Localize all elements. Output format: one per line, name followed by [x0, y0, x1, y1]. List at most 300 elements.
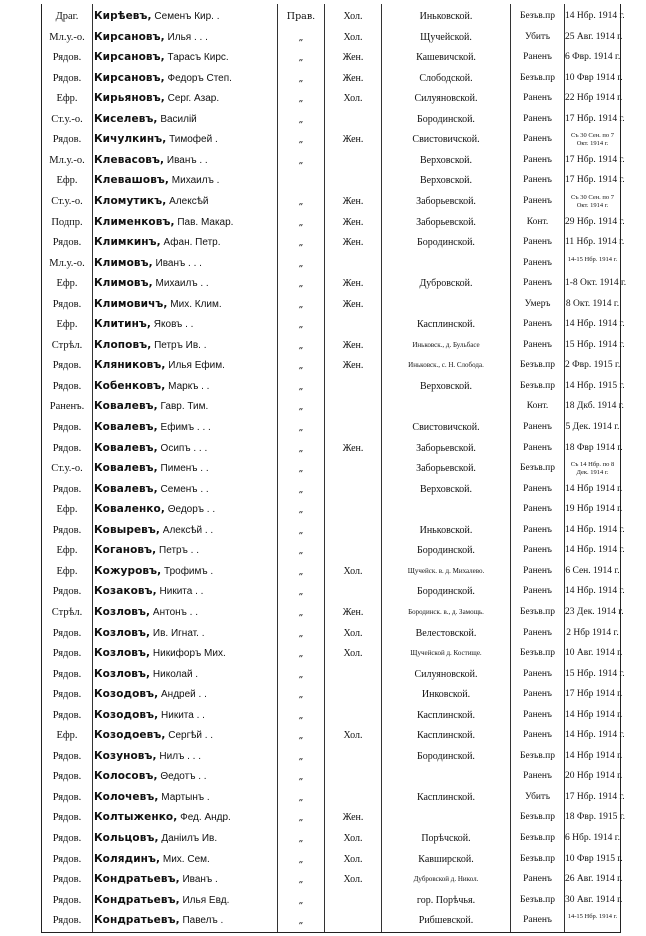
religion-cell: „ [298, 134, 304, 146]
volost-cell [382, 766, 510, 787]
rank-cell: Мл.у.-о. [49, 154, 85, 166]
religion-cell: „ [298, 812, 304, 824]
table-row [42, 314, 625, 335]
rank-cell: Рядов. [52, 524, 82, 536]
date-cell: 1-8 Окт. 1914 г. [565, 278, 627, 289]
given-name: Ив. Игнат. . [152, 627, 205, 639]
rank-cell: Мл.у.-о. [49, 31, 85, 43]
given-name: Серг. Азар. [167, 93, 220, 105]
volost-cell: Велестовской. [415, 627, 477, 639]
name-cell [94, 766, 276, 787]
name-cell [94, 664, 276, 685]
volost-cell: Дубровской. [419, 278, 473, 290]
fate-cell: Безъв.пр [520, 360, 555, 371]
table-row [42, 170, 625, 191]
given-name: Павелъ . [182, 915, 224, 927]
name-cell [94, 27, 276, 48]
date-cell: 8 Окт. 1914 г. [565, 298, 620, 309]
name-cell [94, 828, 276, 849]
given-name: Пименъ . . [160, 463, 209, 475]
surname: Кобенковъ, [94, 379, 166, 392]
surname: Ковалевъ, [94, 400, 158, 413]
surname: Колосовъ, [94, 770, 158, 783]
religion-cell: „ [298, 771, 304, 783]
religion-cell: „ [298, 504, 304, 516]
surname: Колтыженко, [94, 811, 178, 824]
table-row [42, 376, 625, 397]
volost-cell: Верховской. [419, 380, 473, 392]
volost-cell: Бородинской. [417, 113, 475, 125]
surname: Кондратьевъ, [94, 873, 180, 886]
table-row [42, 335, 625, 356]
family-status-cell: Жен. [342, 606, 364, 618]
surname: Кичулкинъ, [94, 133, 167, 146]
family-status-cell: Хол. [343, 730, 363, 742]
surname: Кондратьевъ, [94, 914, 180, 927]
rank-cell: Рядов. [52, 709, 82, 721]
table-row [42, 520, 625, 541]
family-status-cell: Жен. [342, 134, 364, 146]
fate-cell: Раненъ [523, 915, 552, 926]
name-cell [94, 581, 276, 602]
rank-cell: Рядов. [52, 833, 82, 844]
rank-cell: Рядов. [52, 380, 82, 392]
name-cell [94, 170, 276, 191]
rank-cell: Драг. [55, 11, 79, 22]
rank-cell: Рядов. [52, 298, 82, 310]
date-cell: 14 Нбр 1914 г. [565, 483, 623, 494]
table-row [42, 684, 623, 705]
table-row [42, 725, 625, 746]
volost-cell: Заборьевской. [416, 463, 476, 475]
given-name: Θедоръ . . [167, 504, 216, 516]
volost-cell: Бородинской. [417, 545, 475, 557]
religion-cell: „ [298, 648, 304, 660]
surname: Кирсановъ, [94, 51, 165, 64]
rank-cell: Ст.у.-о. [51, 463, 83, 475]
name-cell [94, 499, 276, 520]
table-row [42, 910, 620, 931]
table-row [42, 746, 623, 767]
volost-cell: Иньковск., д. Бульбасе [412, 340, 480, 349]
family-status-cell [325, 396, 381, 417]
family-status-cell [325, 150, 381, 171]
name-cell [94, 150, 276, 171]
volost-cell: Иньковской. [419, 524, 473, 536]
table-row [42, 849, 623, 870]
register-table [41, 4, 627, 933]
volost-cell: Заборьевской. [416, 442, 476, 454]
volost-cell [382, 499, 510, 520]
volost-cell: Инковской. [421, 689, 471, 701]
date-cell: 26 Авг. 1914 г. [565, 874, 623, 885]
volost-cell: Заборьевской. [416, 216, 476, 228]
given-name: Петръ Ив. . [154, 339, 207, 351]
surname: Киселевъ, [94, 112, 158, 125]
volost-cell: Рибшевской. [418, 915, 474, 927]
table-row [42, 438, 623, 459]
surname: Козаковъ, [94, 585, 157, 598]
table-row [42, 294, 620, 315]
fate-cell: Безъв.пр [520, 606, 555, 617]
religion-cell: „ [298, 422, 304, 433]
table-row [42, 27, 623, 48]
volost-cell [382, 294, 510, 315]
date-cell: 17 Нбр. 1914 г. [565, 175, 625, 186]
date-cell: 10 Фвр 1915 г. [565, 853, 623, 864]
date-cell: 14-15 Нбр. 1914 г. [567, 913, 618, 921]
surname: Клименковъ, [94, 215, 175, 228]
surname: Кожуровъ, [94, 564, 162, 577]
name-cell [94, 540, 276, 561]
given-name: Нилъ . . . [159, 750, 201, 762]
volost-cell: Иньковской. [419, 11, 473, 22]
given-name: Тарасъ Кирс. [167, 52, 229, 64]
family-status-cell [325, 253, 381, 274]
given-name: Антонъ . . [152, 606, 199, 618]
family-status-cell [325, 417, 381, 438]
name-cell [94, 417, 276, 438]
name-cell [94, 129, 276, 150]
rank-cell: Рядов. [52, 483, 82, 495]
date-cell: 10 Авг. 1914 г. [565, 648, 623, 659]
family-status-cell: Хол. [343, 853, 363, 865]
rank-cell: Рядов. [52, 771, 82, 783]
family-status-cell [325, 787, 381, 808]
family-status-cell: Хол. [343, 565, 363, 577]
name-cell [94, 643, 276, 664]
date-cell: 14 Нбр. 1914 г. [565, 586, 625, 597]
fate-cell: Раненъ [523, 689, 552, 700]
fate-cell: Безъв.пр [520, 894, 555, 905]
table-row [42, 212, 625, 233]
family-status-cell: Хол. [343, 833, 363, 844]
rank-cell: Ефр. [56, 175, 78, 187]
volost-cell: Верховской. [419, 483, 473, 495]
date-cell: 10 Фвр 1914 г. [565, 72, 623, 83]
volost-cell: Касплинской. [416, 319, 476, 331]
table-row [42, 766, 623, 787]
volost-cell: Щучейской д. Костище. [410, 649, 482, 658]
religion-cell: „ [298, 93, 304, 105]
name-cell [94, 520, 276, 541]
rank-cell: Рядов. [52, 648, 82, 660]
surname: Климовъ, [94, 256, 153, 269]
table-row [42, 47, 620, 68]
fate-cell: Раненъ [523, 771, 552, 782]
rank-cell: Рядов. [52, 874, 82, 886]
date-cell: 11 Нбр. 1914 г. [565, 237, 625, 248]
name-cell [94, 253, 276, 274]
religion-cell: „ [298, 606, 304, 618]
rank-cell: Ефр. [56, 504, 78, 516]
table-row [42, 479, 623, 500]
table-row [42, 581, 625, 602]
rank-cell: Стрѣл. [51, 606, 83, 618]
surname: Козодовъ, [94, 708, 159, 721]
table-row [42, 807, 625, 828]
rank-cell: Рядов. [52, 627, 82, 639]
given-name: Михаилъ . [171, 175, 220, 187]
family-status-cell: Жен. [342, 442, 364, 454]
family-status-cell: Жен. [342, 237, 364, 249]
religion-cell: „ [298, 113, 304, 125]
given-name: Алексѣй . . [162, 524, 214, 536]
religion-cell: „ [298, 483, 304, 495]
volost-cell: Касплинской. [416, 709, 476, 721]
table-row [42, 150, 625, 171]
date-cell: 14 Нбр. 1914 г. [565, 545, 625, 556]
name-cell [94, 314, 276, 335]
rank-cell: Рядов. [52, 72, 82, 84]
fate-cell: Безъв.пр [520, 853, 555, 864]
fate-cell: Конт. [526, 216, 549, 227]
rank-cell: Рядов. [52, 894, 82, 906]
volost-cell: Силуяновской. [414, 668, 478, 680]
fate-cell: Убитъ [524, 31, 551, 42]
fate-cell: Раненъ [523, 483, 552, 494]
surname: Кляниковъ, [94, 359, 166, 372]
table-row [42, 869, 623, 890]
name-cell [94, 705, 276, 726]
name-cell [94, 6, 276, 27]
family-status-cell: Жен. [342, 339, 364, 351]
date-cell: 14-15 Нбр. 1914 г. [567, 255, 618, 263]
name-cell [94, 458, 276, 479]
given-name: Сергѣй . . [168, 730, 214, 742]
rank-cell: Ефр. [56, 93, 78, 105]
given-name: Василій [160, 113, 197, 125]
family-status-cell [325, 520, 381, 541]
volost-cell: Бородинской. [417, 750, 475, 762]
rank-cell: Ефр. [56, 565, 78, 577]
name-cell [94, 294, 276, 315]
rank-cell: Рядов. [52, 791, 82, 803]
family-status-cell: Жен. [342, 298, 364, 310]
volost-cell: Кавширской. [418, 853, 474, 865]
fate-cell: Раненъ [523, 709, 552, 720]
date-cell: 14 Нбр. 1914 г. [565, 11, 625, 21]
date-cell: 29 Нбр. 1914 г. [565, 216, 625, 227]
religion-cell: „ [298, 31, 304, 43]
family-status-cell [325, 540, 381, 561]
surname: Колочевъ, [94, 790, 159, 803]
date-cell: 19 Нбр 1914 г. [565, 504, 623, 515]
rank-cell: Рядов. [52, 442, 82, 454]
date-cell: 14 Нбр 1914 г. [565, 750, 623, 761]
surname: Ковыревъ, [94, 523, 160, 536]
surname: Кломутикъ, [94, 194, 167, 207]
religion-cell: „ [298, 278, 304, 290]
family-status-cell: Хол. [343, 93, 363, 105]
table-row [42, 643, 623, 664]
rank-cell: Мл.у.-о. [49, 257, 85, 269]
volost-cell: гор. Порѣчья. [416, 894, 476, 906]
surname: Козловъ, [94, 647, 151, 660]
given-name: Мартынъ . [161, 791, 210, 803]
fate-cell: Раненъ [523, 93, 552, 104]
fate-cell: Безъв.пр [520, 812, 555, 823]
date-cell: Съ 30 Сен. по 7 Окт. 1914 г. [570, 193, 615, 209]
table-row [42, 458, 620, 479]
surname: Когановъ, [94, 544, 157, 557]
fate-cell: Раненъ [523, 730, 552, 741]
religion-cell: „ [298, 319, 304, 331]
table-row [42, 273, 627, 294]
religion-cell: „ [298, 750, 304, 762]
name-cell [94, 191, 276, 212]
surname: Колядинъ, [94, 852, 161, 865]
religion-cell: „ [298, 709, 304, 721]
date-cell: 14 Нбр. 1914 г. [565, 319, 625, 330]
volost-cell: Заборьевской. [416, 195, 476, 207]
date-cell: 6 Сен. 1914 г. [565, 565, 620, 576]
given-name: Осипъ . . . [160, 442, 208, 454]
given-name: Никита . . [159, 586, 204, 598]
name-cell [94, 890, 276, 911]
fate-cell: Раненъ [523, 524, 552, 535]
religion-cell: „ [298, 545, 304, 557]
religion-cell: „ [298, 833, 304, 844]
rank-cell: Рядов. [52, 689, 82, 701]
name-cell [94, 787, 276, 808]
religion-cell: „ [298, 339, 304, 351]
fate-cell: Безъв.пр [520, 648, 555, 659]
surname: Козодоевъ, [94, 729, 166, 742]
volost-cell: Порѣчской. [421, 833, 471, 844]
fate-cell: Конт. [526, 401, 549, 412]
family-status-cell [325, 890, 381, 911]
surname: Климкинъ, [94, 236, 161, 249]
name-cell [94, 232, 276, 253]
rank-cell: Рядов. [52, 812, 82, 824]
date-cell: 14 Нбр. 1914 г. [565, 524, 625, 535]
date-cell: 18 Дкб. 1914 г. [565, 401, 624, 412]
surname: Козодовъ, [94, 688, 159, 701]
date-cell: 18 Фвр 1914 г. [565, 442, 623, 453]
surname: Кирѣевъ, [94, 10, 152, 22]
name-cell [94, 910, 276, 931]
date-cell: 5 Дек. 1914 г. [565, 422, 620, 432]
fate-cell: Раненъ [523, 545, 552, 556]
family-status-cell: Хол. [343, 11, 363, 22]
table-row [42, 499, 623, 520]
rank-cell: Ст.у.-о. [51, 113, 83, 125]
given-name: Илья . . . [167, 31, 208, 43]
fate-cell: Раненъ [523, 113, 552, 124]
family-status-cell: Жен. [342, 278, 364, 290]
given-name: Илья Ефим. [168, 360, 225, 372]
table-row [42, 191, 620, 212]
surname: Ковалевъ, [94, 441, 158, 454]
table-row [42, 561, 620, 582]
date-cell: 17 Нбр. 1914 г. [565, 113, 625, 124]
given-name: Ефимъ . . . [160, 422, 211, 433]
fate-cell: Раненъ [523, 195, 552, 206]
fate-cell: Раненъ [523, 154, 552, 165]
rank-cell: Рядов. [52, 237, 82, 249]
surname: Кольцовъ, [94, 832, 159, 844]
religion-cell: „ [298, 195, 304, 207]
given-name: Тимофей . [169, 134, 218, 146]
religion-cell: „ [298, 257, 304, 269]
surname: Козловъ, [94, 667, 151, 680]
religion-cell: „ [298, 442, 304, 454]
table-row [42, 6, 625, 27]
table-row [42, 417, 620, 438]
religion-cell: „ [298, 689, 304, 701]
surname: Ковалевъ, [94, 421, 158, 433]
given-name: Алексѣй [169, 195, 209, 207]
table-row [42, 355, 620, 376]
surname: Климовъ, [94, 277, 153, 290]
religion-cell: „ [298, 853, 304, 865]
rank-cell: Ефр. [56, 319, 78, 331]
name-cell [94, 869, 276, 890]
volost-cell: Бородинской. [417, 586, 475, 598]
religion-cell: „ [298, 524, 304, 536]
rank-cell: Ст.у.-о. [51, 195, 83, 207]
religion-cell: „ [298, 216, 304, 228]
fate-cell: Раненъ [523, 175, 552, 186]
name-cell [94, 68, 276, 89]
table-row [42, 540, 625, 561]
volost-cell: Верховской. [419, 175, 473, 187]
date-cell: 25 Авг. 1914 г. [565, 31, 623, 42]
fate-cell: Раненъ [523, 586, 552, 597]
given-name: Пав. Макар. [177, 216, 234, 228]
rank-cell: Рядов. [52, 750, 82, 762]
rank-cell: Ефр. [56, 730, 78, 742]
name-cell [94, 623, 276, 644]
given-name: Даніилъ Ив. [161, 833, 218, 844]
volost-cell: Силуяновской. [414, 93, 478, 105]
date-cell: 22 Нбр 1914 г. [565, 93, 623, 104]
name-cell [94, 212, 276, 233]
surname: Кондратьевъ, [94, 893, 180, 906]
religion-cell: „ [298, 237, 304, 249]
given-name: Θедотъ . . [160, 771, 207, 783]
given-name: Илья Евд. [182, 894, 230, 906]
fate-cell: Раненъ [523, 134, 552, 145]
volost-cell: Верховской. [419, 154, 473, 166]
family-status-cell: Жен. [342, 72, 364, 84]
rank-cell: Ефр. [56, 545, 78, 557]
given-name: Петръ . . [159, 545, 199, 557]
rank-cell: Раненъ. [49, 401, 85, 413]
family-status-cell: Жен. [342, 52, 364, 64]
volost-cell: Щучейск. в. д. Михалево. [407, 566, 485, 575]
rank-cell: Рядов. [52, 422, 82, 433]
family-status-cell: Хол. [343, 627, 363, 639]
name-cell [94, 376, 276, 397]
given-name: Андрей . . [161, 689, 207, 701]
family-status-cell: Жен. [342, 195, 364, 207]
given-name: Никифоръ Мих. [152, 648, 226, 660]
name-cell [94, 746, 276, 767]
surname: Клевасовъ, [94, 153, 165, 166]
fate-cell: Раненъ [523, 52, 552, 63]
religion-cell: „ [298, 72, 304, 84]
religion-cell: „ [298, 874, 304, 886]
table-row [42, 253, 620, 274]
surname: Кирсановъ, [94, 71, 165, 84]
surname: Козловъ, [94, 626, 151, 639]
name-cell [94, 88, 276, 109]
rank-cell: Рядов. [52, 915, 82, 927]
fate-cell: Безъв.пр [520, 750, 555, 761]
religion-cell: „ [298, 586, 304, 598]
